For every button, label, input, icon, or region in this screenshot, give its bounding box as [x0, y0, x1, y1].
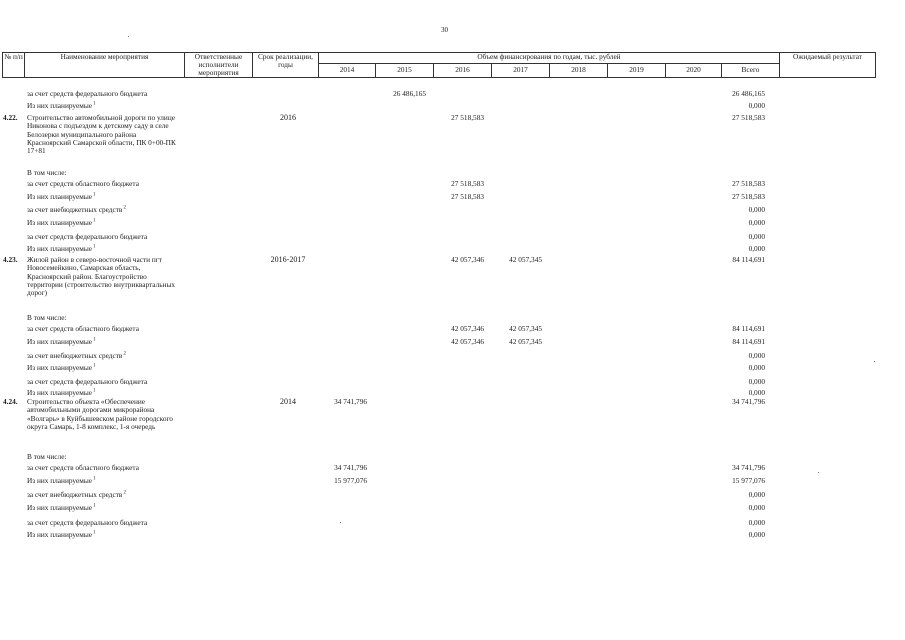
cell-total: 34 741,796 — [732, 397, 765, 406]
header-year-2018: 2018 — [550, 63, 608, 77]
header-year-2015: 2015 — [376, 63, 434, 77]
header-funding: Объем финансирования по годам, тыс. рублей — [319, 53, 780, 64]
cell-total: 27 518,583 — [732, 192, 765, 201]
footnote-marker: 1 — [91, 101, 96, 107]
footnote-marker: 1 — [91, 363, 96, 369]
header-name: Наименование мероприятия — [25, 53, 185, 78]
header-term: Срок реализации, годы — [253, 53, 319, 78]
row-label: Строительство автомобильной дороги по улице Никонова с подъездом к детскому саду в селе Белозерки муниципального района Красноярский Самарской области, ПК 0+00-ПК 17+81 — [27, 113, 176, 156]
row-term: 2016-2017 — [270, 255, 306, 264]
cell-total: 0,000 — [748, 363, 765, 372]
row-label: Из них планируемые $^1$ — [27, 363, 96, 372]
cell-total: 0,000 — [748, 232, 765, 241]
footnote-marker: 1 — [91, 388, 96, 394]
cell-y2017: 42 057,345 — [509, 255, 542, 264]
cell-total: 26 486,165 — [732, 89, 765, 98]
cell-total: 84 114,691 — [732, 255, 765, 264]
cell-y2017: 42 057,345 — [509, 337, 542, 346]
cell-total: 84 114,691 — [732, 324, 765, 333]
cell-total: 34 741,796 — [732, 463, 765, 472]
cell-total: 0,000 — [748, 244, 765, 253]
row-label: Из них планируемые $^1$ — [27, 244, 96, 253]
cell-total: 15 977,076 — [732, 476, 765, 485]
cell-y2016: 27 518,583 — [451, 192, 484, 201]
scan-speck — [874, 361, 875, 362]
footnote-marker: 2 — [122, 490, 126, 496]
row-label: за счет средств областного бюджета — [27, 179, 139, 188]
row-label: за счет средств областного бюджета — [27, 324, 139, 333]
cell-y2015: 26 486,165 — [393, 89, 426, 98]
row-label: В том числе: — [27, 452, 67, 461]
row-number: 4.23. — [3, 255, 18, 264]
header-year-2020: 2020 — [666, 63, 722, 77]
row-number: 4.22. — [3, 113, 18, 122]
footnote-marker: 1 — [91, 218, 96, 224]
cell-y2016: 27 518,583 — [451, 113, 484, 122]
cell-total: 0,000 — [748, 388, 765, 397]
footnote-marker: 1 — [91, 503, 96, 509]
row-label: Из них планируемые $^1$ — [27, 218, 96, 227]
cell-total: 0,000 — [748, 205, 765, 214]
footnote-marker: 2 — [122, 351, 126, 357]
row-number: 4.24. — [3, 397, 18, 406]
footnote-marker: 1 — [91, 192, 96, 198]
footnote-marker: 1 — [91, 476, 96, 482]
cell-total: 27 518,583 — [732, 113, 765, 122]
footnote-marker: 2 — [122, 205, 126, 211]
cell-total: 0,000 — [748, 377, 765, 386]
row-label: за счет средств федерального бюджета — [27, 232, 148, 241]
scan-speck — [128, 36, 129, 37]
row-label: В том числе: — [27, 313, 67, 322]
cell-total: 27 518,583 — [732, 179, 765, 188]
row-term: 2014 — [280, 397, 296, 406]
cell-total: 0,000 — [748, 530, 765, 539]
header-result: Ожидаемый результат — [780, 53, 876, 78]
table-header — [2, 52, 876, 78]
row-label: за счет внебюджетных средств $^2$ — [27, 205, 126, 214]
cell-total: 0,000 — [748, 218, 765, 227]
cell-y2017: 42 057,345 — [509, 324, 542, 333]
row-label: за счет средств федерального бюджета — [27, 89, 148, 98]
row-label: Из них планируемые $^1$ — [27, 337, 96, 346]
cell-total: 0,000 — [748, 503, 765, 512]
header-year-2016: 2016 — [434, 63, 492, 77]
row-label: Жилой район в северо-восточной части пгт Новосемейкино, Самарская область, Красноярский район. Благоустройство территории (строительство внутриквартальных дорог) — [27, 255, 176, 298]
scan-speck — [340, 522, 341, 523]
cell-y2014: 15 977,076 — [334, 476, 367, 485]
row-label: за счет внебюджетных средств $^2$ — [27, 490, 126, 499]
header-year-2014: 2014 — [319, 63, 376, 77]
row-label: Из них планируемые $^1$ — [27, 476, 96, 485]
header-no: № п/п — [3, 53, 25, 78]
cell-total: 0,000 — [748, 351, 765, 360]
row-label: за счет средств федерального бюджета — [27, 518, 148, 527]
row-term: 2016 — [280, 113, 296, 122]
row-label: В том числе: — [27, 168, 67, 177]
cell-y2014: 34 741,796 — [334, 463, 367, 472]
row-label: за счет внебюджетных средств $^2$ — [27, 351, 126, 360]
cell-y2016: 42 057,346 — [451, 255, 484, 264]
row-label: за счет средств областного бюджета — [27, 463, 139, 472]
scan-speck — [818, 472, 819, 473]
footnote-marker: 1 — [91, 530, 96, 536]
row-label: Из них планируемые $^1$ — [27, 101, 96, 110]
cell-y2016: 42 057,346 — [451, 337, 484, 346]
cell-total: 0,000 — [748, 518, 765, 527]
cell-total: 0,000 — [748, 101, 765, 110]
page-number: 30 — [441, 26, 448, 34]
row-label: Из них планируемые $^1$ — [27, 530, 96, 539]
row-label: Из них планируемые $^1$ — [27, 192, 96, 201]
header-year-2017: 2017 — [492, 63, 550, 77]
row-label: за счет средств федерального бюджета — [27, 377, 148, 386]
row-label: Строительство объекта «Обеспечение автомобильными дорогами микрорайона «Волгарь» в Куйбышевском районе городского округа Самарь, 1-8 комплекс, 1-я очередь — [27, 397, 173, 431]
cell-total: 0,000 — [748, 490, 765, 499]
cell-y2016: 27 518,583 — [451, 179, 484, 188]
header-year-2019: 2019 — [608, 63, 666, 77]
cell-y2014: 34 741,796 — [334, 397, 367, 406]
header-executors: Ответственные исполнители мероприятия — [185, 53, 253, 78]
cell-y2016: 42 057,346 — [451, 324, 484, 333]
header-total: Всего — [722, 63, 780, 77]
cell-total: 84 114,691 — [732, 337, 765, 346]
footnote-marker: 1 — [91, 337, 96, 343]
footnote-marker: 1 — [91, 244, 96, 250]
row-label: Из них планируемые $^1$ — [27, 503, 96, 512]
row-label: Из них планируемые $^1$ — [27, 388, 96, 397]
